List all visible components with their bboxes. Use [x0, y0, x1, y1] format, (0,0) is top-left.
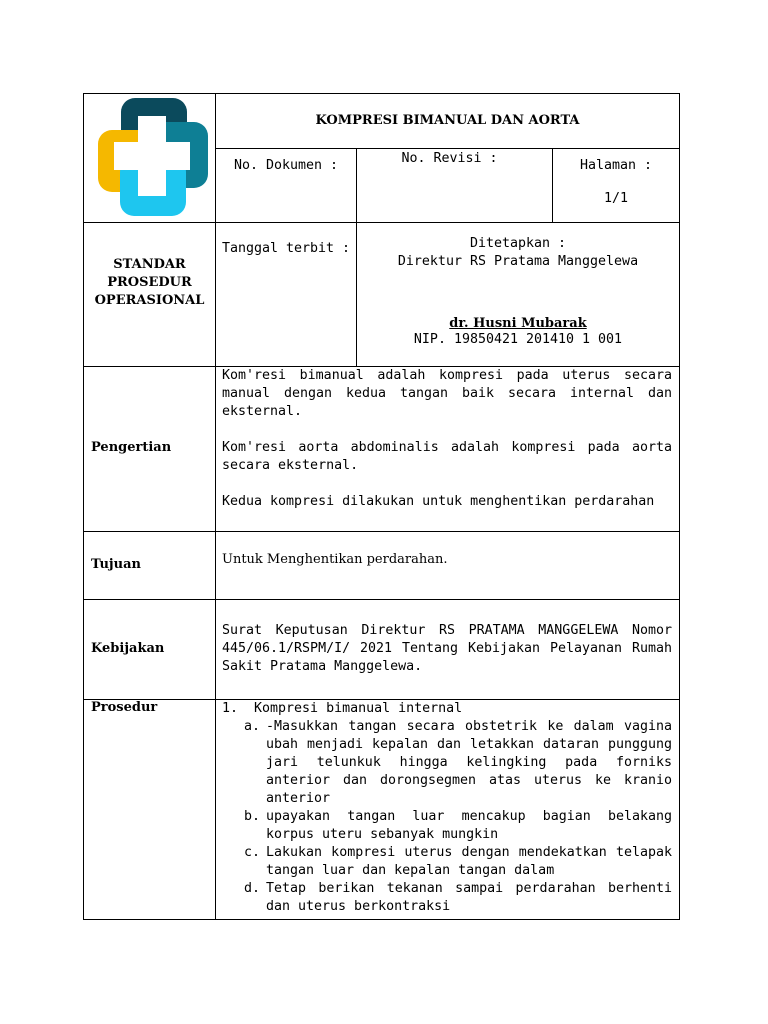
tujuan-label: Tujuan	[91, 557, 141, 572]
tujuan-content-cell	[216, 532, 680, 600]
pengertian-paragraph-1: Kom'resi bimanual adalah kompresi pada uterus secara manual dengan kedua tangan baik secara internal dan eksternal.	[222, 368, 672, 419]
prosedur-steps-list	[244, 718, 672, 916]
pengertian-label: Pengertian	[91, 440, 172, 455]
pengertian-paragraph-2: Kom'resi aorta abdominalis adalah kompresi pada aorta secara eksternal.	[222, 440, 672, 473]
step-text: Tetap berikan tekanan sampai perdarahan berhenti dan uterus berkontraksi	[266, 881, 672, 914]
halaman-label: Halaman :	[579, 158, 653, 174]
halaman-cell	[553, 149, 680, 223]
kebijakan-content-cell	[216, 600, 680, 700]
sop-title-line-1: STANDAR	[113, 257, 186, 272]
prosedur-label-cell	[84, 700, 216, 920]
sop-title-line-2: PROSEDUR	[107, 275, 192, 290]
prosedur-step	[244, 844, 672, 880]
logo-cell	[84, 94, 216, 223]
no-revisi-cell	[357, 149, 553, 223]
tujuan-text: Untuk Menghentikan perdarahan.	[222, 552, 448, 567]
sop-title-cell	[84, 223, 216, 367]
step-text: -Masukkan tangan secara obstetrik ke dalam vagina ubah menjadi kepalan dan letakkan dataran punggung jari telunkuk hingga kelingking pada forniks anterior dan dorongsegmen atas uterus ke kranio anterior	[266, 719, 672, 806]
signer-name: dr. Husni Mubarak	[449, 316, 587, 331]
ditetapkan-org: Direktur RS Pratama Manggelewa	[397, 254, 639, 269]
step-marker: b.	[244, 809, 261, 824]
no-revisi-label: No. Revisi :	[401, 151, 498, 167]
prosedur-item-1: 1. Kompresi bimanual internal	[222, 701, 463, 716]
kebijakan-label: Kebijakan	[91, 641, 165, 656]
ditetapkan-cell	[357, 223, 680, 367]
step-text: Lakukan kompresi uterus dengan mendekatkan telapak tangan luar dan kepalan tangan dalam	[266, 845, 672, 878]
no-dokumen-label: No. Dokumen :	[233, 158, 339, 174]
prosedur-step	[244, 880, 672, 916]
halaman-value: 1/1	[603, 191, 629, 207]
prosedur-step	[244, 718, 672, 808]
prosedur-content-cell	[216, 700, 680, 920]
no-dokumen-cell	[216, 149, 357, 223]
pengertian-content-cell	[216, 367, 680, 532]
prosedur-label: Prosedur	[91, 700, 158, 715]
tanggal-label: Tanggal terbit :	[221, 241, 351, 256]
logo-cross-horizontal	[114, 142, 190, 170]
document-title: KOMPRESI BIMANUAL DAN AORTA	[315, 113, 580, 128]
kebijakan-text: Surat Keputusan Direktur RS PRATAMA MANGGELEWA Nomor 445/06.1/RSPM/I/ 2021 Tentang Kebijakan Pelayanan Rumah Sakit Pratama Manggelewa.	[222, 623, 672, 674]
medical-cross-logo-icon	[96, 96, 210, 218]
pengertian-label-cell	[84, 367, 216, 532]
ditetapkan-label: Ditetapkan :	[469, 236, 567, 251]
sop-table	[83, 93, 680, 920]
sop-title-line-3: OPERASIONAL	[94, 293, 205, 308]
signer-nip: NIP. 19850421 201410 1 001	[413, 332, 623, 347]
prosedur-step	[244, 808, 672, 844]
title-cell	[216, 94, 680, 149]
tujuan-label-cell	[84, 532, 216, 600]
kebijakan-label-cell	[84, 600, 216, 700]
step-text: upayakan tangan luar mencakup bagian belakang korpus uteru sebanyak mungkin	[266, 809, 672, 842]
step-marker: d.	[244, 881, 261, 896]
pengertian-paragraph-3: Kedua kompresi dilakukan untuk menghentikan perdarahan	[222, 494, 655, 509]
step-marker: c.	[244, 845, 261, 860]
step-marker: a.	[244, 719, 261, 734]
tanggal-cell	[216, 223, 357, 367]
